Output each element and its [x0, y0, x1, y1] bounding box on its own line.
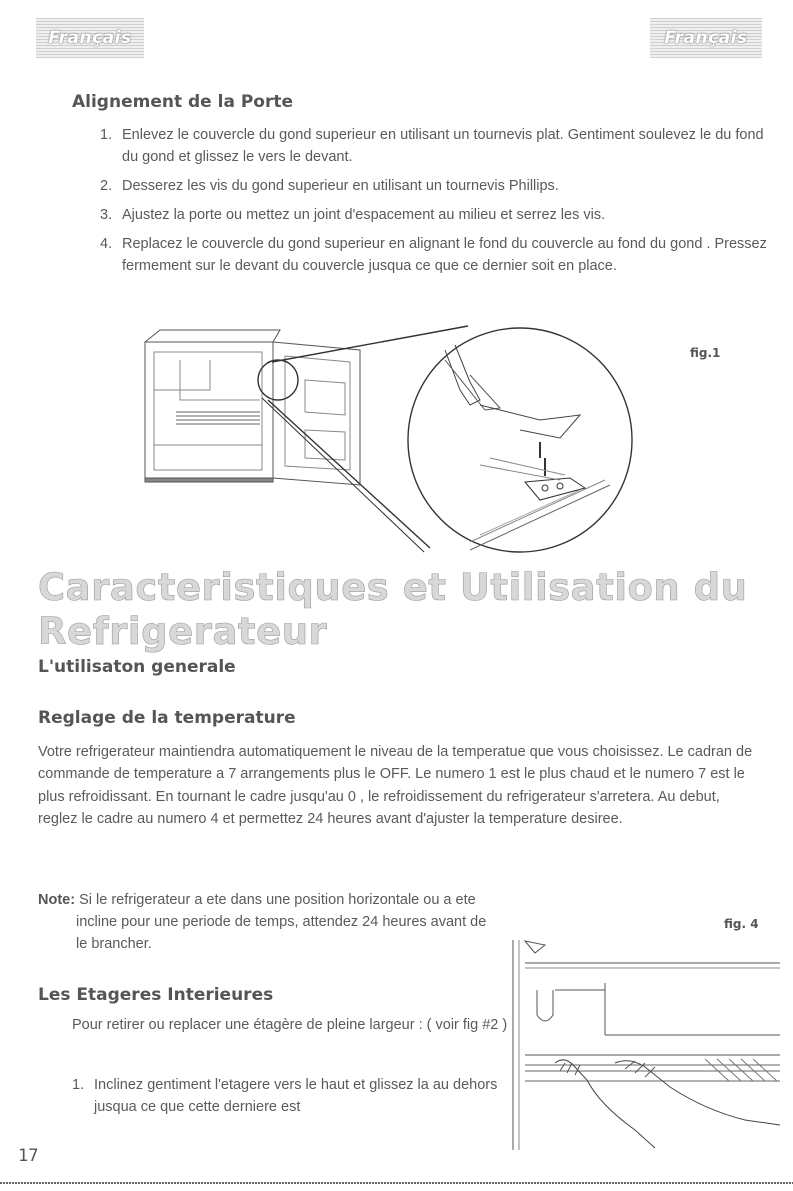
subsection-title-shelves: Les Etageres Interieures	[38, 985, 274, 1005]
fridge-body	[145, 342, 273, 478]
hinge-highlight-circle	[258, 360, 298, 400]
figure-label-1: fig.1	[690, 346, 721, 360]
section-title-features: Caracteristiques et Utilisation du Refrigerateur	[38, 566, 748, 653]
temperature-paragraph: Votre refrigerateur maintiendra automatiquement le niveau de la temperatue que vous choisissez. Le cadran de commande de temperature a 7 arrangements plus le OFF. Le numero 1 est le plus chaud et le numero 7 est le plus refroidissant. En tournant le cadre jusqu'au 0 , le refroidissement du refrigerateur s'arretera. Au debut, reglez le cadre au numero 4 et permettez 24 heures avant d'ajuster la temperature desiree.	[38, 744, 753, 828]
fridge-hinge-illustration	[140, 320, 640, 565]
step-item	[100, 233, 770, 277]
subsection-title-temperature: Reglage de la temperature	[38, 708, 296, 728]
step-text: Inclinez gentiment l'etagere vers le haut et glissez la au dehors jusqua ce que cette derniere est	[94, 1077, 498, 1115]
figure-label-4: fig. 4	[724, 917, 759, 931]
step-item	[100, 204, 770, 226]
section-title-door-alignment: Alignement de la Porte	[72, 92, 294, 112]
note-text-rest: incline pour une periode de temps, attendez 24 heures avant de le brancher.	[76, 914, 487, 952]
shelf-removal-illustration	[505, 935, 785, 1150]
subsection-title-general-use: L'utilisaton generale	[38, 657, 236, 677]
step-number: 1.	[72, 1077, 85, 1093]
step-text: Ajustez la porte ou mettez un joint d'espacement au milieu et serrez les vis.	[122, 207, 606, 223]
door-alignment-steps	[100, 124, 770, 284]
shelves-step	[72, 1074, 522, 1118]
note-text-first: Si le refrigerateur a ete dans une position horizontale ou a ete	[75, 892, 476, 908]
step-text: Enlevez le couvercle du gond superieur en utilisant un tournevis plat. Gentiment soulevez le du fond du gond et glissez le vers le devant.	[122, 127, 764, 165]
note-label: Note:	[38, 892, 76, 908]
language-tab-right: Français	[650, 18, 762, 58]
step-item	[100, 175, 770, 197]
shelves-intro: Pour retirer ou replacer une étagère de pleine largeur : ( voir fig #2 )	[72, 1017, 508, 1033]
bottom-divider	[0, 1182, 793, 1184]
step-item	[100, 124, 770, 168]
step-text: Replacez le couvercle du gond superieur en alignant le fond du couvercle au fond du gond . Pressez fermement sur le devant du couvercle jusqua ce que ce dernier soit en place.	[122, 236, 767, 274]
step-text: Desserez les vis du gond superieur en utilisant un tournevis Phillips.	[122, 178, 559, 194]
note-block	[38, 889, 498, 955]
language-tab-left: Français	[36, 18, 144, 58]
magnified-hinge-circle	[408, 328, 632, 552]
page-number: 17	[18, 1146, 39, 1166]
step-number: 4.	[100, 236, 113, 252]
step-number: 3.	[100, 207, 113, 223]
step-number: 2.	[100, 178, 113, 194]
step-number: 1.	[100, 127, 113, 143]
